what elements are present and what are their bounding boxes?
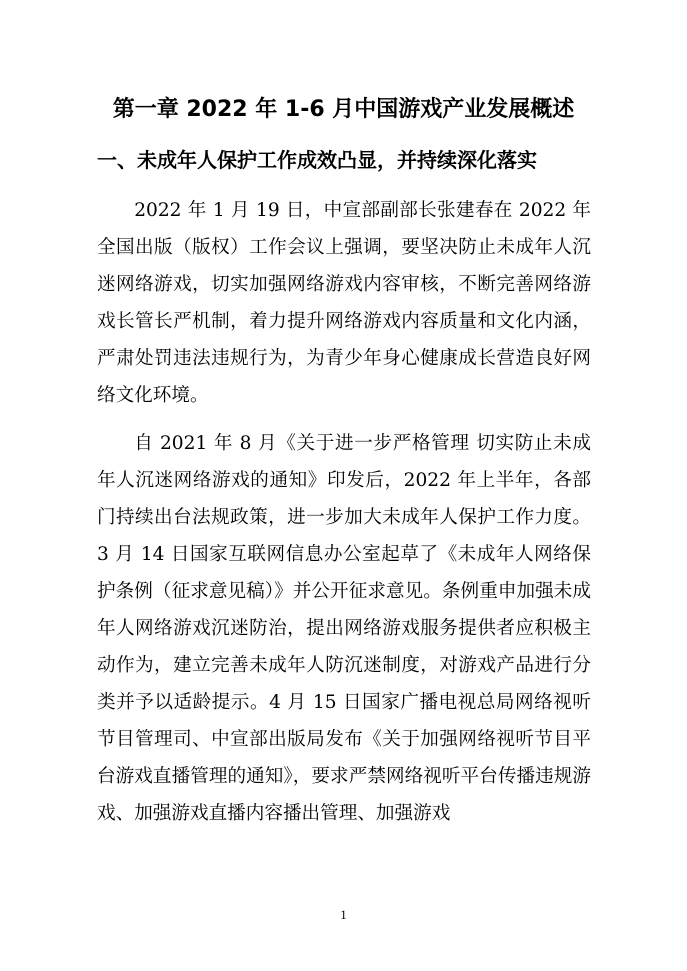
page-number: 1: [340, 907, 347, 922]
section-heading: 一、未成年人保护工作成效凸显，并持续深化落实: [97, 148, 537, 172]
body-text: [97, 192, 591, 843]
paragraph-1: 2022 年 1 月 19 日，中宣部副部长张建春在 2022 年全国出版（版权）工作会议上强调，要坚决防止未成年人沉迷网络游戏，切实加强网络游戏内容审核，不断完善网络游戏长管长严机制，着力提升网络游戏内容质量和文化内涵，严肃处罚违法违规行为，为青少年身心健康成长营造良好网络文化环境。: [97, 200, 591, 406]
chapter-title: 第一章 2022 年 1-6 月中国游戏产业发展概述: [112, 97, 575, 122]
paragraph-2: 自 2021 年 8 月《关于进一步严格管理 切实防止未成年人沉迷网络游戏的通知》印发后，2022 年上半年，各部门持续出台法规政策，进一步加大未成年人保护工作力度。3 月 14 日国家互联网信息办公室起草了《未成年人网络保护条例（征求意见稿）》并公开征求意见。条例重申加强未成年人网络游戏沉迷防治，提出网络游戏服务提供者应积极主动作为，建立完善未成年人防沉迷制度，对游戏产品进行分类并予以适龄提示。4 月 15 日国家广播电视总局网络视听节目管理司、中宣部出版局发布《关于加强网络视听节目平台游戏直播管理的通知》，要求严禁网络视听平台传播违规游戏、加强游戏直播内容播出管理、加强游戏: [97, 433, 591, 824]
